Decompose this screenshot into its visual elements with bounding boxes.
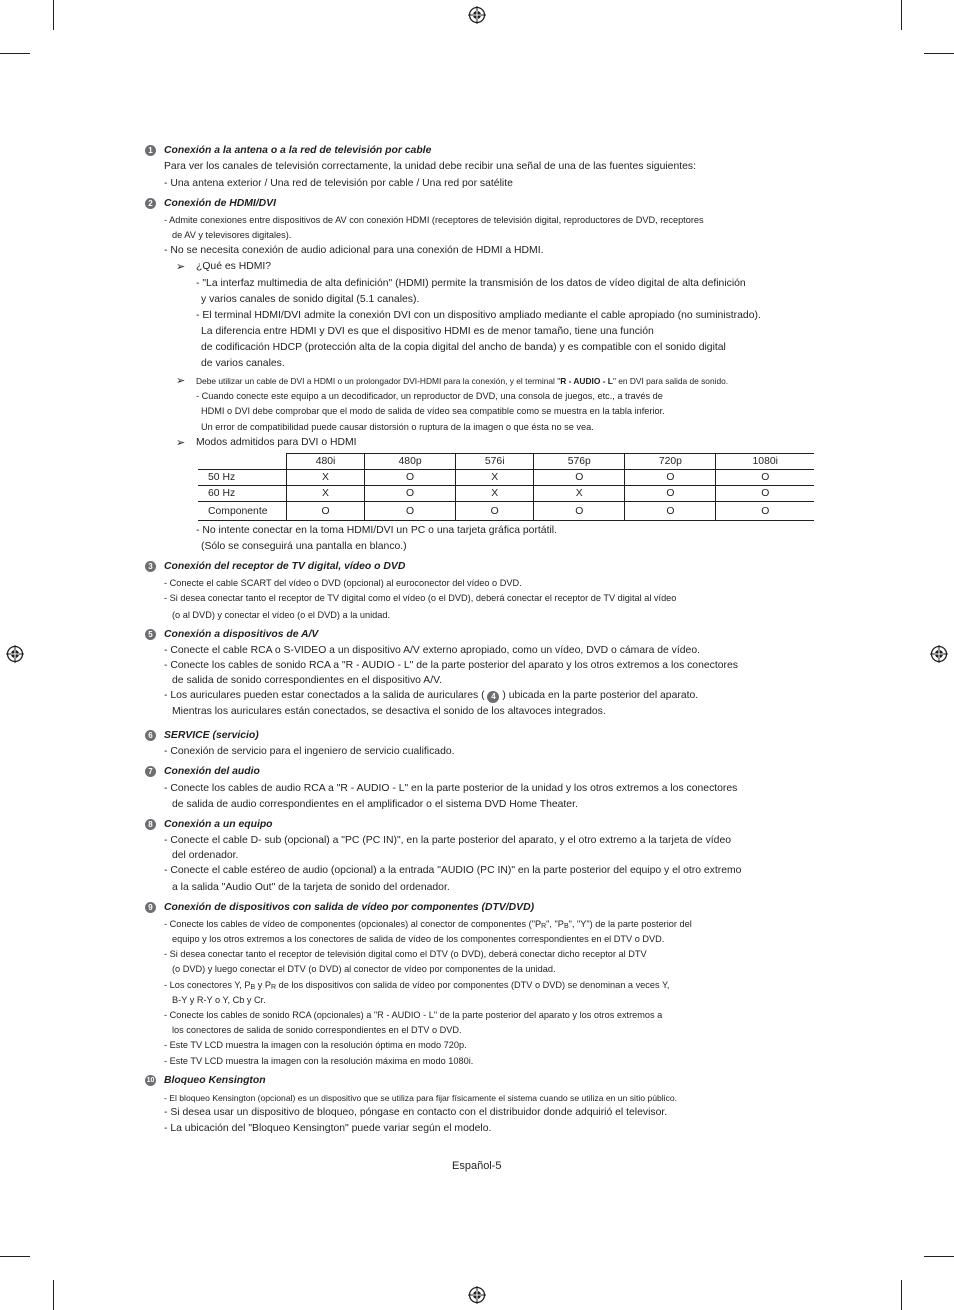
crop-mark	[53, 0, 54, 30]
section-text: de salida de audio correspondientes en el amplificador o el sistema DVD Home Theater.	[172, 799, 578, 810]
section-text: - Este TV LCD muestra la imagen con la resolución óptima en modo 720p.	[164, 1040, 467, 1050]
note-text: La diferencia entre HDMI y DVI es que el dispositivo HDMI es de menor tamaño, tiene una función	[201, 326, 654, 337]
section-text: Para ver los canales de televisión correctamente, la unidad debe recibir una señal de una de las fuentes siguientes:	[164, 161, 696, 172]
table-header-row	[198, 454, 814, 470]
section-title: Conexión a un equipo	[164, 819, 273, 830]
registration-mark-icon	[6, 645, 24, 663]
supported-modes-table	[198, 453, 814, 521]
section-text-part: y P	[255, 980, 271, 990]
section-text-part: ", "Y") de la parte posterior del	[568, 919, 692, 929]
note-text-part: Debe utilizar un cable de DVI a HDMI o un prolongador DVI-HDMI para la conexión, y el terminal "	[196, 376, 561, 386]
table-cell: X	[534, 486, 625, 502]
note-text-part: " en DVI para salida de sonido.	[612, 376, 729, 386]
registration-mark-icon	[930, 645, 948, 663]
table-corner-cell	[198, 454, 287, 470]
table-row-label: Componente	[198, 502, 287, 521]
section-title: Conexión del audio	[164, 766, 260, 777]
table-row-label: 50 Hz	[198, 470, 287, 486]
section-text	[164, 978, 669, 994]
section-text: B-Y y R-Y o Y, Cb y Cr.	[172, 995, 266, 1005]
section-title: SERVICE (servicio)	[164, 730, 259, 741]
section-text: los conectores de salida de sonido correspondientes en el DTV o DVD.	[172, 1025, 462, 1035]
section-text: de AV y televisores digitales).	[172, 230, 292, 240]
section-number-badge: 8	[145, 819, 156, 830]
subscript: B	[563, 923, 569, 930]
section-text-part: - Los conectores Y, P	[164, 980, 251, 990]
section-text: - Si desea conectar tanto el receptor de televisión digital como el DTV (o DVD), deberá conectar dicho receptor al DTV	[164, 949, 647, 959]
crop-mark	[0, 1256, 30, 1257]
crop-mark	[0, 53, 30, 54]
note-text: - El terminal HDMI/DVI admite la conexión DVI con un dispositivo ampliado mediante el cable apropiado (no suministrado).	[196, 310, 761, 321]
table-row	[198, 470, 814, 486]
table-cell: O	[287, 502, 365, 521]
section-text: - El bloqueo Kensington (opcional) es un dispositivo que se utiliza para fijar físicamente el sistema cuando se utiliza en un sitio público.	[164, 1093, 678, 1103]
table-row	[198, 502, 814, 521]
note-label: ¿Qué es HDMI?	[196, 261, 272, 272]
section-text: - Admite conexiones entre dispositivos de AV con conexión HDMI (receptores de televisión digital, reproductores de DVD, receptores	[164, 215, 704, 225]
section-text: - Conecte el cable estéreo de audio (opcional) a la entrada "AUDIO (PC IN)" en la parte posterior del equipo y el otro extremo	[164, 865, 742, 876]
section-text-part: ", "P	[546, 919, 564, 929]
section-text: Mientras los auriculares están conectados, se desactiva el sonido de los altavoces integrados.	[172, 706, 606, 717]
table-header-cell: 480p	[365, 454, 456, 470]
section-text: - Una antena exterior / Una red de televisión por cable / Una red por satélite	[164, 178, 513, 189]
note-arrow-icon: ➢	[176, 375, 186, 387]
section-text: (o DVD) y luego conectar el DTV (o DVD) al conector de vídeo por componentes de la unidad.	[172, 964, 556, 974]
note-label: Modos admitidos para DVI o HDMI	[196, 437, 357, 448]
note-text: Un error de compatibilidad puede causar distorsión o ruptura de la imagen o que ésta no se vea.	[201, 422, 594, 432]
subscript: B	[250, 984, 256, 991]
section-number-badge: 3	[145, 561, 156, 572]
section-text: - Si desea conectar tanto el receptor de TV digital como el vídeo (o el DVD), deberá conectar el receptor de TV digital al vídeo	[164, 593, 677, 603]
section-text	[164, 917, 692, 933]
note-text: de varios canales.	[201, 358, 285, 369]
section-text-part: ) ubicada en la parte posterior del aparato.	[502, 690, 699, 701]
section-text-part: - Conecte los cables de vídeo de componentes (opcionales) al conector de componentes ("P	[164, 919, 542, 929]
section-title: Conexión del receptor de TV digital, vídeo o DVD	[164, 561, 406, 572]
section-text: - La ubicación del "Bloqueo Kensington" puede variar según el modelo.	[164, 1123, 492, 1134]
section-title: Conexión de dispositivos con salida de vídeo por componentes (DTV/DVD)	[164, 902, 535, 913]
section-number-badge: 7	[145, 766, 156, 777]
section-text: - Conecte los cables de audio RCA a "R - AUDIO - L" en la parte posterior de la unidad y los otros extremos a los conectores	[164, 783, 738, 794]
section-number-badge: 1	[145, 145, 156, 156]
section-text: - No se necesita conexión de audio adicional para una conexión de HDMI a HDMI.	[164, 245, 544, 256]
table-cell: X	[456, 470, 534, 486]
section-number-badge: 9	[145, 902, 156, 913]
headphone-jack-number-badge: 4	[487, 691, 499, 703]
note-text: - "La interfaz multimedia de alta definición" (HDMI) permite la transmisión de los datos de vídeo digital de alta definición	[196, 278, 746, 289]
note-text: de codificación HDCP (protección alta de la copia digital del ancho de banda) y es compatible con el sonido digital	[201, 342, 726, 353]
section-number-badge: 10	[146, 1077, 155, 1084]
note-text: - Cuando conecte este equipo a un decodificador, un reproductor de DVD, una consola de juegos, etc., a través de	[196, 391, 663, 401]
note-text: HDMI o DVI debe comprobar que el modo de salida de vídeo sea compatible como se muestra en la tabla inferior.	[201, 406, 665, 416]
table-cell: O	[716, 470, 814, 486]
table-cell: O	[534, 502, 625, 521]
section-text: - Conecte los cables de sonido RCA (opcionales) a "R - AUDIO - L" de la parte posterior del aparato y los otros extremos a	[164, 1010, 663, 1020]
note-text: y varios canales de sonido digital (5.1 canales).	[201, 294, 420, 305]
note-text-bold: R - AUDIO - L	[560, 376, 613, 386]
table-cell: O	[534, 470, 625, 486]
section-title: Conexión de HDMI/DVI	[164, 198, 276, 209]
section-text: (o al DVD) y conectar el vídeo (o el DVD) a la unidad.	[172, 610, 391, 620]
table-cell: O	[625, 470, 716, 486]
section-text: - Conexión de servicio para el ingeniero de servicio cualificado.	[164, 746, 455, 757]
table-cell: X	[456, 486, 534, 502]
section-text: - Conecte el cable D- sub (opcional) a "PC (PC IN)", en la parte posterior del aparato, y el otro extremo a la tarjeta de vídeo	[164, 835, 732, 846]
section-title: Conexión a la antena o a la red de televisión por cable	[164, 145, 432, 156]
table-cell: O	[625, 502, 716, 521]
note-arrow-icon: ➢	[176, 261, 186, 273]
subscript: R	[270, 984, 277, 991]
table-cell: O	[365, 502, 456, 521]
registration-mark-icon	[468, 6, 486, 24]
page-number: Español-5	[452, 1160, 502, 1172]
subscript: R	[541, 923, 547, 930]
note-text: (Sólo se conseguirá una pantalla en blanco.)	[201, 541, 407, 552]
table-cell: O	[716, 486, 814, 502]
table-cell: X	[287, 486, 365, 502]
section-text: - Conecte el cable SCART del vídeo o DVD (opcional) al euroconector del vídeo o DVD.	[164, 578, 522, 588]
table-header-cell: 480i	[287, 454, 365, 470]
section-text	[164, 689, 698, 703]
table-cell: O	[365, 486, 456, 502]
section-text-part: de los dispositivos con salida de vídeo por componentes (DTV o DVD) se denominan a veces Y,	[276, 980, 670, 990]
note-text: - No intente conectar en la toma HDMI/DVI un PC o una tarjeta gráfica portátil.	[196, 525, 557, 536]
section-text: del ordenador.	[172, 850, 239, 861]
table-cell: X	[287, 470, 365, 486]
section-text: de salida de sonido correspondientes en el dispositivo A/V.	[172, 675, 442, 686]
crop-mark	[53, 1280, 54, 1310]
note-text	[196, 374, 728, 388]
section-text: - Este TV LCD muestra la imagen con la resolución máxima en modo 1080i.	[164, 1056, 474, 1066]
table-header-cell: 1080i	[716, 454, 814, 470]
crop-mark	[924, 53, 954, 54]
table-row-label: 60 Hz	[198, 486, 287, 502]
section-text-part: - Los auriculares pueden estar conectados a la salida de auriculares (	[164, 690, 485, 701]
table-row	[198, 486, 814, 502]
crop-mark	[901, 1280, 902, 1310]
section-title: Bloqueo Kensington	[164, 1075, 266, 1086]
crop-mark	[901, 0, 902, 30]
table-header-cell: 720p	[625, 454, 716, 470]
note-arrow-icon: ➢	[176, 437, 186, 449]
section-text: - Si desea usar un dispositivo de bloqueo, póngase en contacto con el distribuidor donde adquirió el televisor.	[164, 1107, 668, 1118]
section-text: a la salida "Audio Out" de la tarjeta de sonido del ordenador.	[172, 882, 450, 893]
section-text: - Conecte los cables de sonido RCA a "R - AUDIO - L" de la parte posterior del aparato y los otros extremos a los conectores	[164, 660, 738, 671]
table-header-cell: 576p	[534, 454, 625, 470]
section-number-badge: 6	[145, 730, 156, 741]
table-cell: O	[716, 502, 814, 521]
table-cell: O	[456, 502, 534, 521]
section-text: - Conecte el cable RCA o S-VIDEO a un dispositivo A/V externo apropiado, como un vídeo, DVD o cámara de vídeo.	[164, 645, 700, 656]
table-header-cell: 576i	[456, 454, 534, 470]
section-text: equipo y los otros extremos a los conectores de salida de vídeo de los componentes correspondientes en el DTV o DVD.	[172, 934, 665, 944]
table-cell: O	[365, 470, 456, 486]
section-number-badge: 2	[145, 198, 156, 209]
section-number-badge: 5	[145, 629, 156, 640]
registration-mark-icon	[468, 1286, 486, 1304]
crop-mark	[924, 1256, 954, 1257]
table-cell: O	[625, 486, 716, 502]
section-title: Conexión a dispositivos de A/V	[164, 629, 319, 640]
